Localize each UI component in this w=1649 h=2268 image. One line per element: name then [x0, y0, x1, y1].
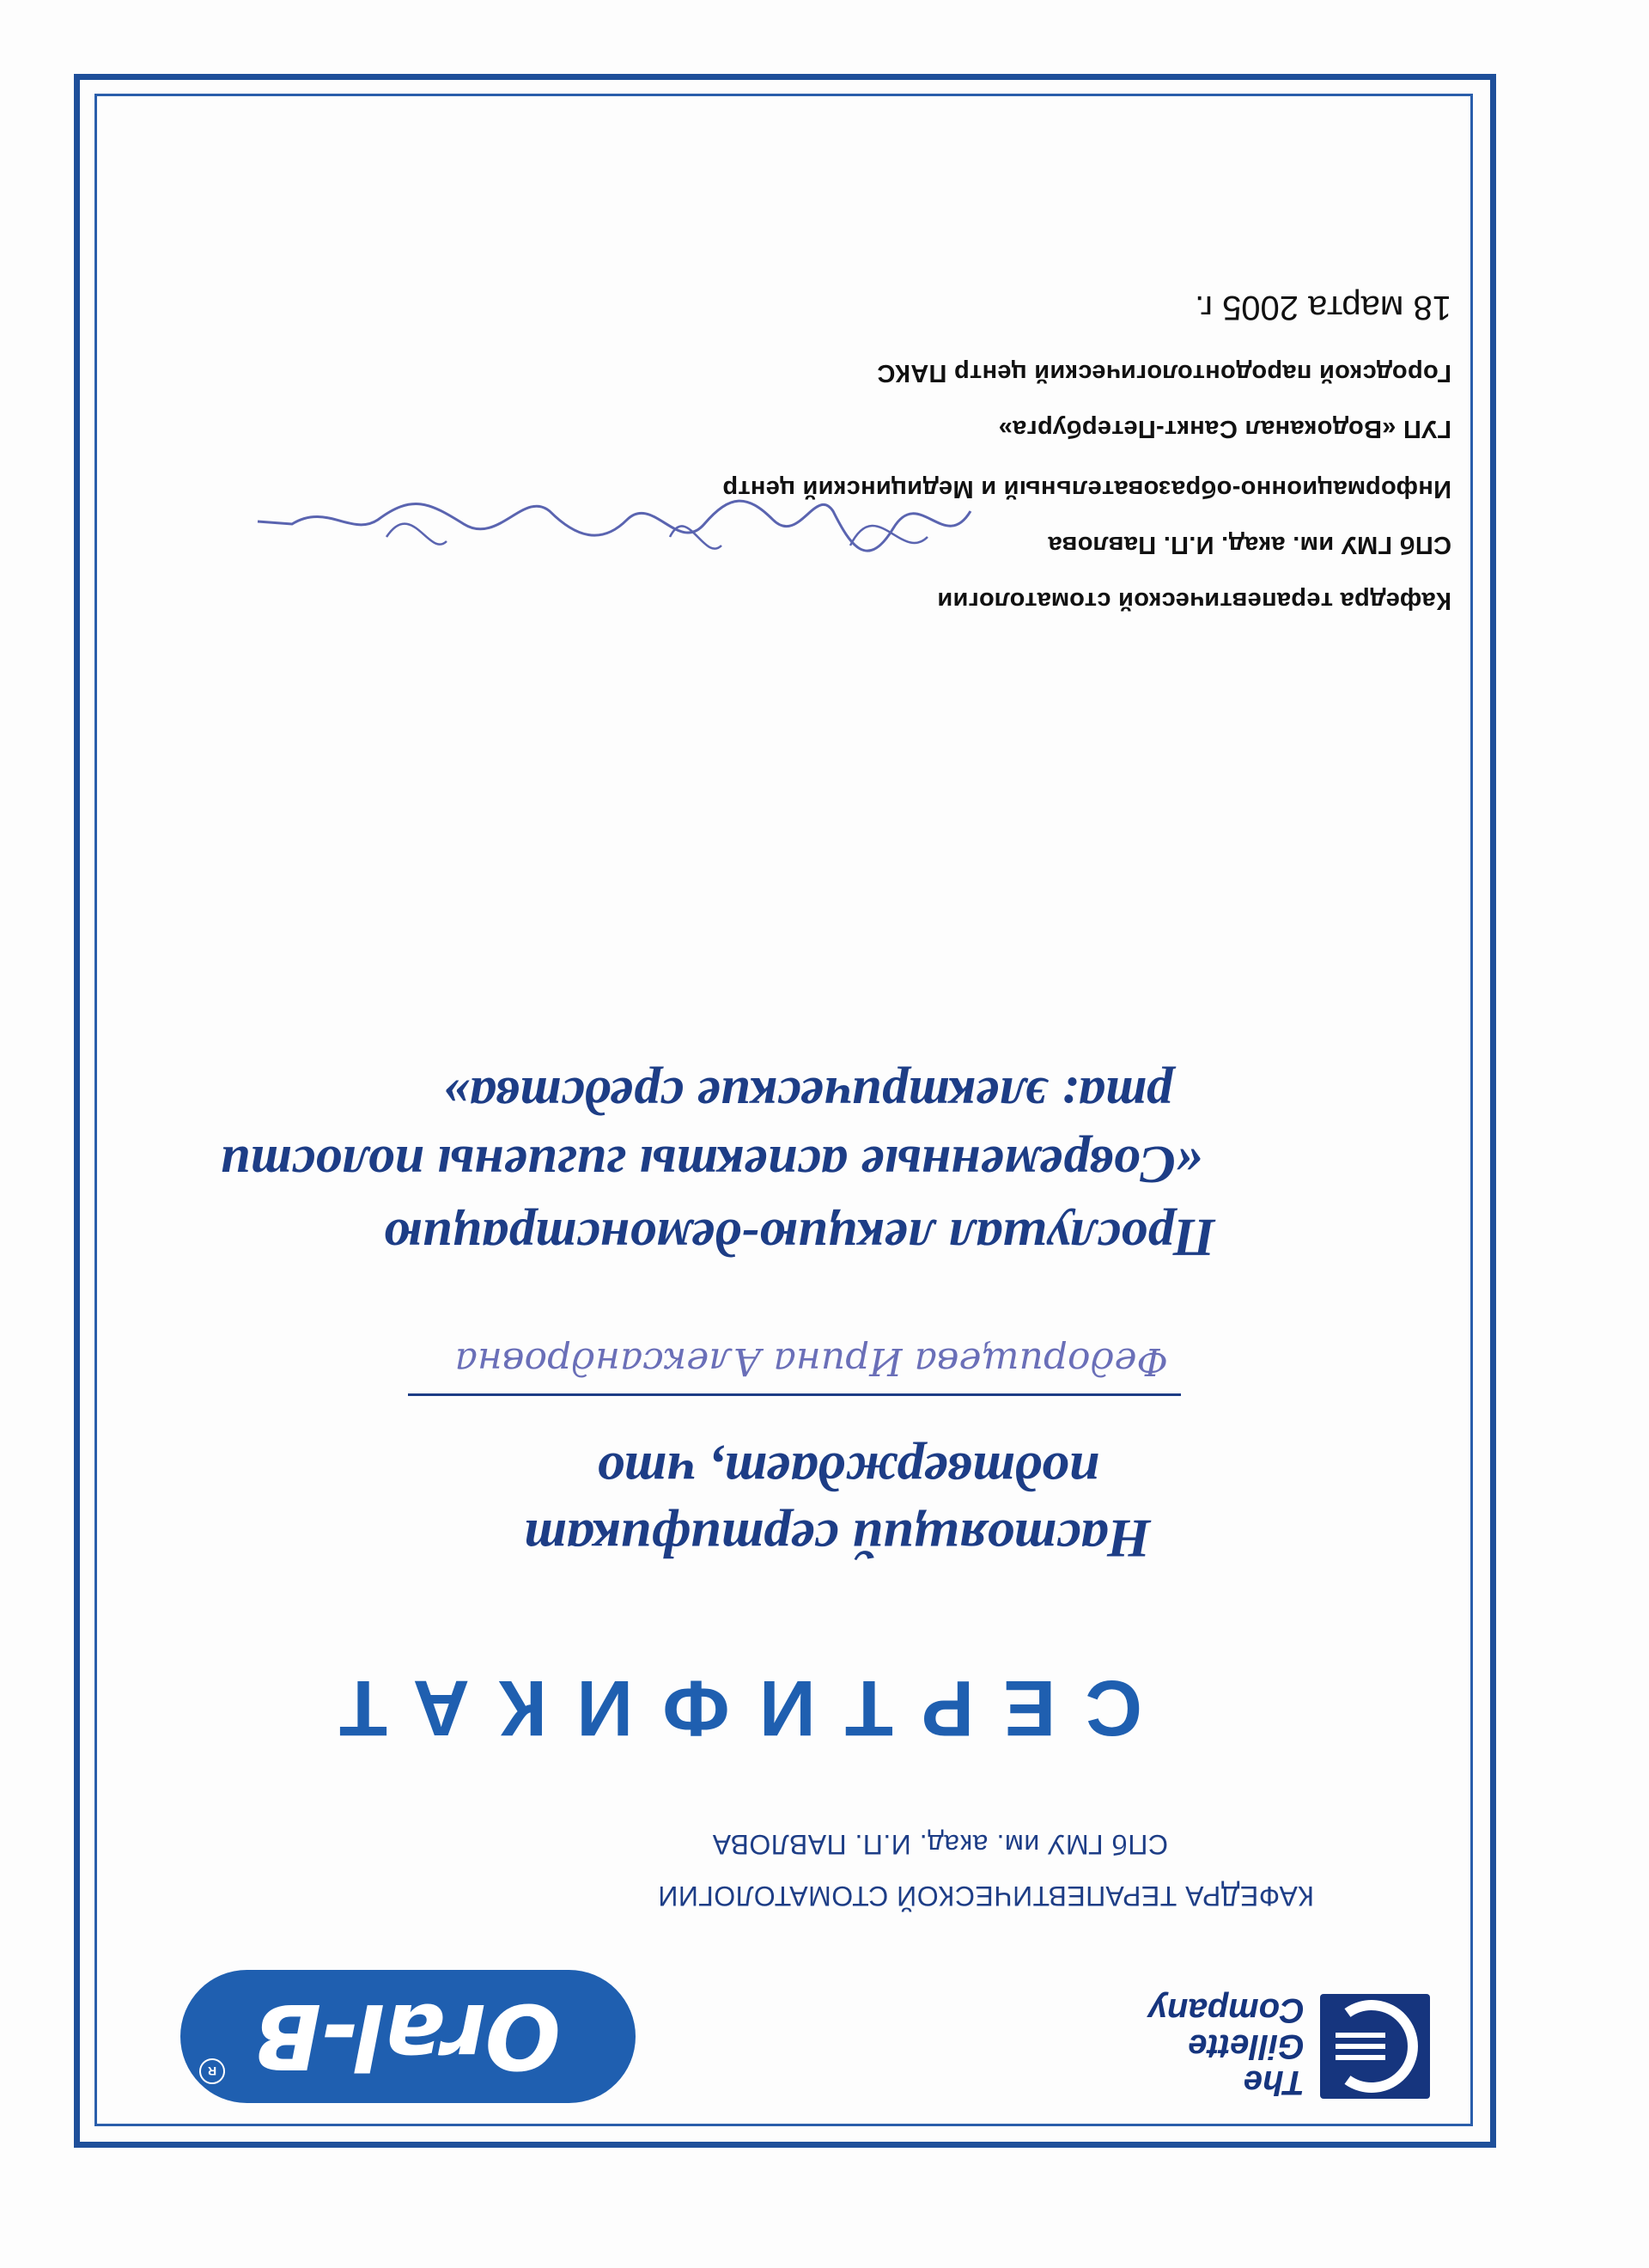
organizer-4: ГУП «Водоканал Санкт-Петербурга» — [998, 415, 1451, 442]
certificate-date: 18 марта 2005 г. — [1195, 289, 1451, 326]
lecture-line-3: рта: электрические средства» — [442, 1066, 1172, 1125]
gillette-word-3: Company — [1147, 1991, 1305, 2029]
handwritten-signature — [249, 468, 979, 571]
gillette-word-1: The — [1243, 2064, 1305, 2101]
lecture-line-2: «Современные аспекты гигиены полости — [220, 1135, 1202, 1193]
recipient-name: Федорищева Ирина Александровна — [454, 1339, 1168, 1383]
organizer-5: Городской пародонтологический центр ПАКС — [877, 359, 1451, 387]
gillette-wordmark — [1148, 1992, 1305, 2100]
organizer-2: СПб ГМУ им. акад. И.П. Павлова — [1048, 531, 1451, 558]
oralb-wordmark: Oral-B — [255, 1984, 561, 2089]
confirms-line-1: Настоящий сертификат — [523, 1509, 1151, 1570]
university-heading: СПб ГМУ им. акад. И.П. ПАВЛОВА — [712, 1829, 1168, 1860]
gillette-word-2: Gillette — [1188, 2027, 1305, 2065]
recipient-underline — [408, 1393, 1181, 1396]
oralb-logo — [180, 1970, 636, 2103]
organizer-1: Кафедра терапевтической стоматологии — [937, 587, 1451, 614]
lecture-line-1: Прослушал лекцию-демонстрацию — [383, 1208, 1215, 1266]
gillette-emblem-icon — [1320, 1994, 1430, 2099]
certificate-title: СЕРТИФИКАТ — [309, 1664, 1142, 1752]
confirms-line-2: подтверждает, что — [596, 1442, 1099, 1503]
organizer-3: Информационно-образовательный и Медицинский центр — [722, 475, 1451, 503]
gillette-logo — [1148, 1992, 1430, 2100]
registered-mark: R — [199, 2058, 225, 2084]
department-heading: КАФЕДРА ТЕРАПЕВТИЧЕСКОЙ СТОМАТОЛОГИИ — [657, 1881, 1314, 1911]
